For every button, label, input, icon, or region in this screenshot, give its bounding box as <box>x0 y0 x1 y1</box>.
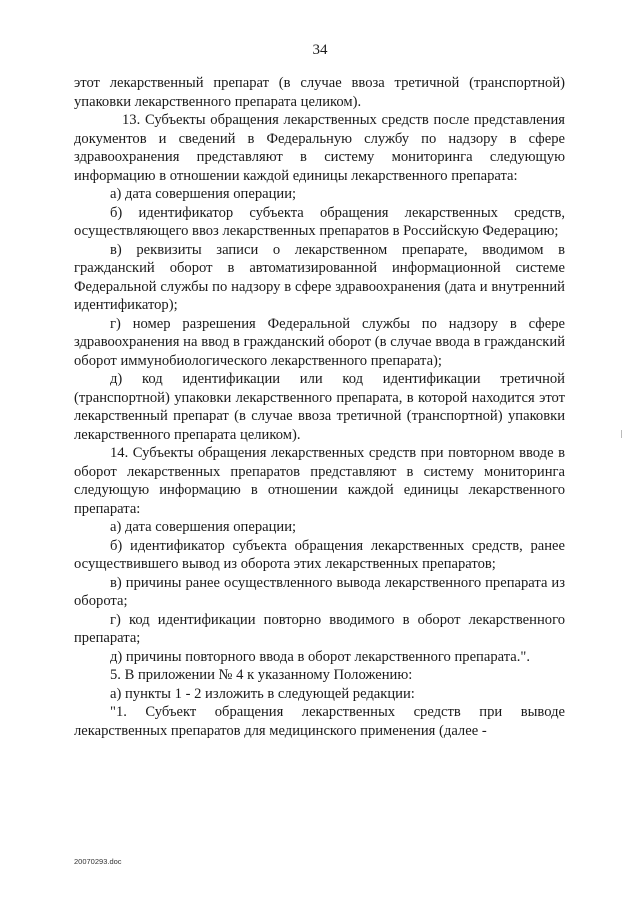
document-body <box>74 74 565 740</box>
paragraph-14-a: а) дата совершения операции; <box>110 519 297 535</box>
paragraph-14-d: д) причины повторного ввода в оборот лекарственного препарата.". <box>110 648 531 665</box>
paragraph-13-g: г) номер разрешения Федеральной службы по надзору в сфере здравоохранения на ввод в гражданский оборот (в случае ввода в гражданский оборот иммунобиологического лекарственного препарата); <box>74 315 565 369</box>
scan-edge-mark <box>621 430 622 438</box>
paragraph-item-5: 5. В приложении № 4 к указанному Положению: <box>110 667 413 683</box>
paragraph-item-14: 14. Субъекты обращения лекарственных средств при повторном вводе в оборот лекарственных препаратов представляют в систему мониторинга следующую информацию в отношении каждой единицы лекарственного препарата: <box>74 445 565 517</box>
paragraph-14-g: г) код идентификации повторно вводимого в оборот лекарственного препарата; <box>74 611 565 646</box>
paragraph-5-a: а) пункты 1 - 2 изложить в следующей редакции: <box>110 685 415 702</box>
footer-filename: 20070293.doc <box>74 857 122 866</box>
page-number: 34 <box>312 42 328 58</box>
paragraph-13-a: а) дата совершения операции; <box>110 186 297 202</box>
paragraph-14-v: в) причины ранее осуществленного вывода лекарственного препарата из оборота; <box>74 574 565 609</box>
paragraph-item-13: 13. Субъекты обращения лекарственных средств после представления документов и сведений в Федеральную службу по надзору в сфере здравоохранения представляют в систему мониторинга следующую информацию в отношении каждой единицы лекарственного препарата: <box>74 112 565 184</box>
paragraph-13-b: б) идентификатор субъекта обращения лекарственных средств, осуществляющего ввоз лекарственных препаратов в Российскую Федерацию; <box>74 204 565 239</box>
paragraph-13-d: д) код идентификации или код идентификации третичной (транспортной) упаковки лекарственного препарата, в которой находится этот лекарственный препарат (в случае ввоза третичной (транспортной) упаковки лекарственного препарата целиком). <box>74 371 565 443</box>
paragraph-14-b: б) идентификатор субъекта обращения лекарственных средств, ранее осуществившего вывод из оборота этих лекарственных препаратов; <box>74 537 565 572</box>
paragraph-13-v: в) реквизиты записи о лекарственном препарате, вводимом в гражданский оборот в автоматизированной информационной системе Федеральной службы по надзору в сфере здравоохранения (дата и внутренний идентификатор); <box>74 241 565 313</box>
paragraph-quoted-1: "1. Субъект обращения лекарственных средств при выводе лекарственных препаратов для медицинского применения (далее - <box>74 704 565 739</box>
paragraph-continuation: этот лекарственный препарат (в случае ввоза третичной (транспортной) упаковки лекарственного препарата целиком). <box>74 75 565 110</box>
